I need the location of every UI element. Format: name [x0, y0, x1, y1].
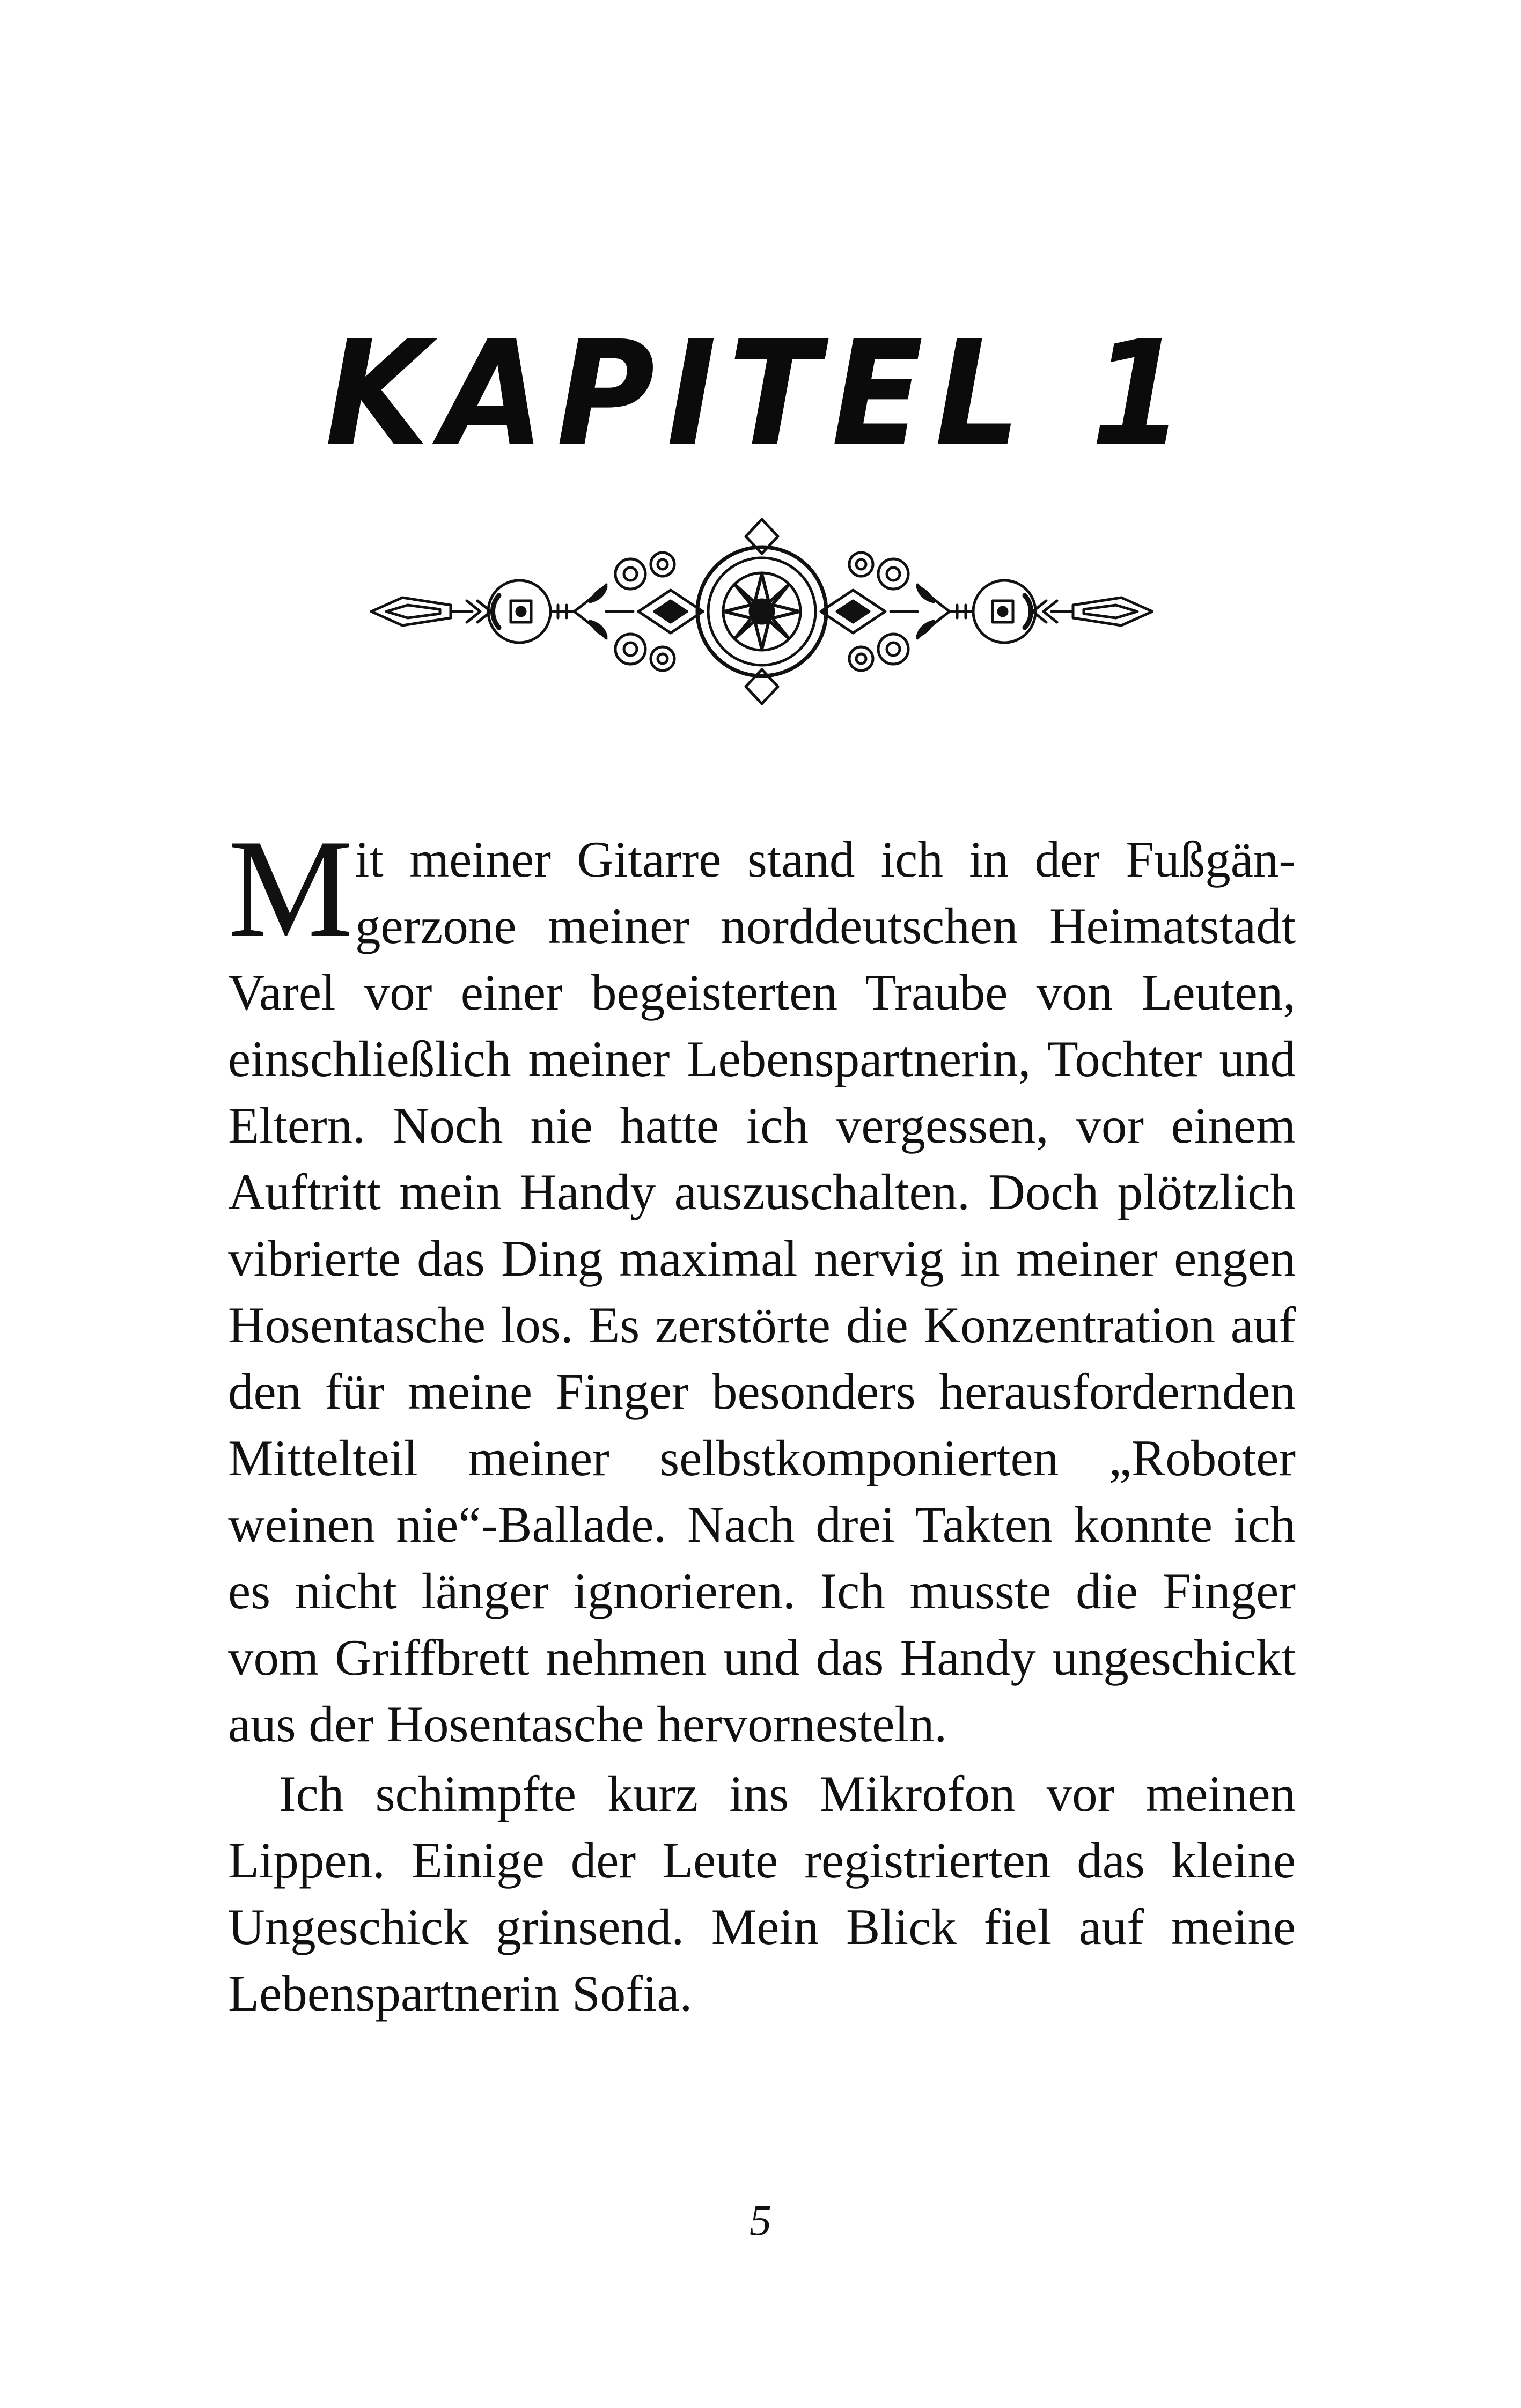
page-number: 5 [750, 2196, 771, 2244]
paragraph: Ich schimpfte kurz ins Mikrofon vor meinen Lippen. Einige der Leute registrierten das kleine Ungeschick grinsend. Mein Blick fiel auf meine Lebenspartnerin Sofia. [228, 1765, 1296, 2022]
paragraph: Mit meiner Gitarre stand ich in der Fußgängerzone meiner norddeutschen Heimatstadt Varel vor einer begeisterten Traube von Leuten, einschließlich meiner Lebenspartnerin, Tochter und Eltern. Noch nie hatte ich vergessen, vor einem Auftritt mein Handy auszuschalten. Doch plötzlich vibrierte das Ding maximal nervig in meiner engen Hosentasche los. Es zerstörte die Konzentration auf den für meine Finger besonders herausfordernden Mittelteil meiner selbstkomponierten „Roboter weinen nie“-Ballade. Nach drei Takten konnte ich es nicht länger ignorieren. Ich musste die Finger vom Griffbrett nehmen und das Handy ungeschickt aus der Hosentasche hervornesteln. [228, 811, 1296, 1752]
chapter-title: KAPITEL 1 [325, 310, 1196, 478]
decorative-ornament-icon [370, 515, 1153, 708]
chapter-body [228, 811, 1296, 2027]
